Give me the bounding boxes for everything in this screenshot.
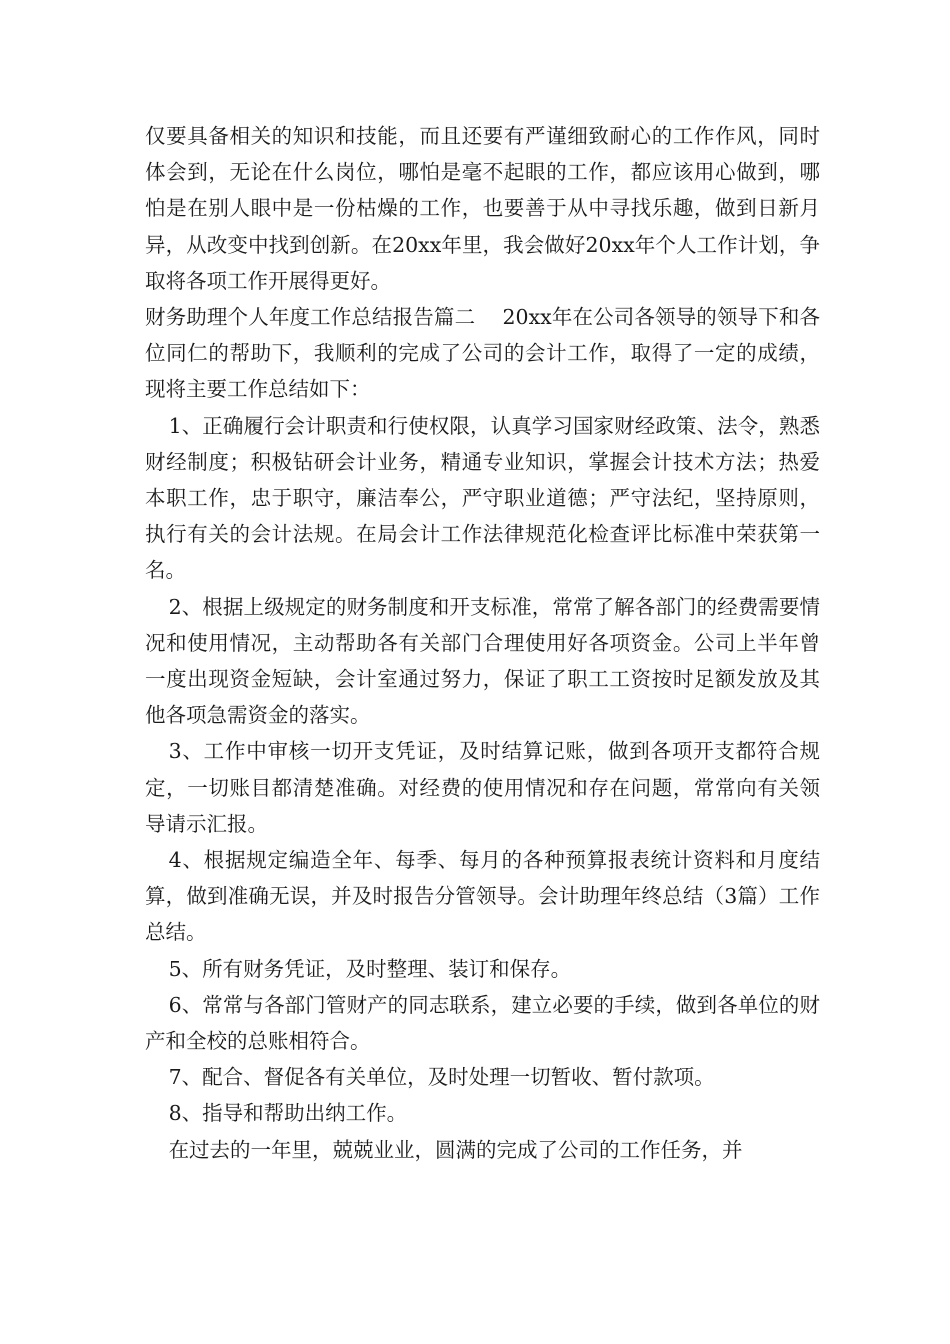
document-body <box>145 118 820 1168</box>
list-item-8: 8、指导和帮助出纳工作。 <box>168 1101 408 1126</box>
paragraph-closing: 在过去的一年里，兢兢业业，圆满的完成了公司的工作任务，并 <box>168 1137 743 1162</box>
list-item-2: 2、根据上级规定的财务制度和开支标准，常常了解各部门的经费需要情况和使用情况，主动帮助各有关部门合理使用好各项资金。公司上半年曾一度出现资金短缺，会计室通过努力，保证了职工工资按时足额发放及其他各项急需资金的落实。 <box>145 594 820 728</box>
list-item-3: 3、工作中审核一切开支凭证，及时结算记账，做到各项开支都符合规定，一切账目都清楚准确。对经费的使用情况和存在问题，常常向有关领导请示汇报。 <box>145 739 820 836</box>
paragraph-intro-continued: 仅要具备相关的知识和技能，而且还要有严谨细致耐心的工作作风，同时体会到，无论在什么岗位，哪怕是毫不起眼的工作，都应该用心做到，哪怕是在别人眼中是一份枯燥的工作，也要善于从中寻找乐趣，做到日新月异，从改变中找到创新。在20xx年里，我会做好20xx年个人工作计划，争取将各项工作开展得更好。 <box>145 124 820 293</box>
list-item-6: 6、常常与各部门管财产的同志联系，建立必要的手续，做到各单位的财产和全校的总账相符合。 <box>145 992 820 1054</box>
list-item-4: 4、根据规定编造全年、每季、每月的各种预算报表统计资料和月度结算，做到准确无误，并及时报告分管领导。会计助理年终总结（3篇）工作总结。 <box>145 848 820 945</box>
list-item-7: 7、配合、督促各有关单位，及时处理一切暂收、暂付款项。 <box>168 1065 715 1090</box>
list-item-5: 5、所有财务凭证，及时整理、装订和保存。 <box>168 956 572 981</box>
list-item-1: 1、正确履行会计职责和行使权限，认真学习国家财经政策、法令，熟悉财经制度；积极钻研会计业务，精通专业知识，掌握会计技术方法；热爱本职工作，忠于职守，廉洁奉公，严守职业道德；严守法纪，坚持原则，执行有关的会计法规。在局会计工作法律规范化检查评比标准中荣获第一名。 <box>145 413 820 583</box>
paragraph-report-two-intro: 财务助理个人年度工作总结报告篇二 20xx年在公司各领导的领导下和各位同仁的帮助下，我顺利的完成了公司的会计工作，取得了一定的成绩，现将主要工作总结如下： <box>145 305 820 402</box>
